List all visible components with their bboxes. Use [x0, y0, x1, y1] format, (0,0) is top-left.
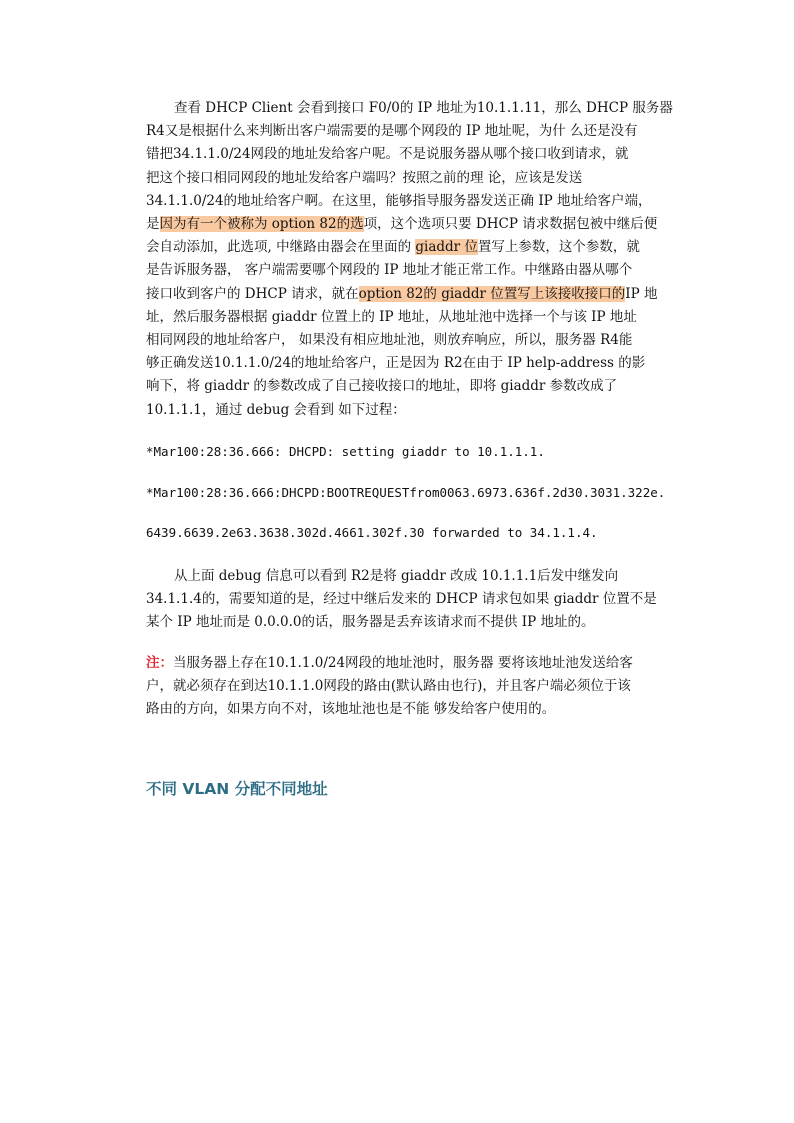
text-fragment: 接口收到客户的 DHCP 请求，就在: [146, 285, 359, 302]
note-label: 注：: [146, 655, 173, 671]
text-line: 相同网段的地址给客户， 如果没有相应地址池，则放弃响应，所以，服务器 R4能: [146, 332, 633, 349]
text-line: 址，然后服务器根据 giaddr 位置上的 IP 地址，从地址池中选择一个与该 IP 地址: [146, 308, 637, 325]
highlighted-text: giaddr 位: [415, 239, 478, 256]
text-line: R4又是根据什么来判断出客户端需要的是哪个网段的 IP 地址呢，为什 么还是没有: [146, 123, 638, 140]
text-fragment: IP 地: [625, 285, 658, 302]
text-line: [146, 236, 654, 259]
paragraph-debug-explanation: [146, 565, 657, 635]
text-fragment: 置写上参数，这个参数，就: [477, 239, 640, 256]
text-line: 路由的方向，如果方向不对，该地址池也是不能 够发给客户使用的。: [146, 701, 556, 718]
paragraph-dhcp-explanation: [146, 97, 673, 422]
highlighted-text: option 82的 giaddr 位置写上该接收接口的: [358, 285, 626, 302]
text-line: 是告诉服务器， 客户端需要哪个网段的 IP 地址才能正常工作。中继路由器从哪个: [146, 262, 633, 279]
text-fragment: 当服务器上存在10.1.1.0/24网段的地址池时，服务器 要将该地址池发送给客: [173, 655, 633, 671]
text-line: 够正确发送10.1.1.0/24的地址给客户，正是因为 R2在由于 IP help-address 的影: [146, 355, 646, 372]
debug-line: 6439.6639.2e63.3638.302d.4661.302f.30 forwarded to 34.1.1.4.: [146, 525, 598, 540]
text-fragment: 会自动添加，此选项, 中继路由器会在里面的: [146, 239, 416, 256]
text-line: [146, 283, 658, 306]
text-line: 某个 IP 地址而是 0.0.0.0的话，服务器是丢弃该请求而不提供 IP 地址的。: [146, 614, 595, 631]
text-line: 户，就必须存在到达10.1.1.0网段的路由(默认路由也行)，并且客户端必须位于该: [146, 678, 631, 695]
text-line: [146, 652, 654, 675]
debug-line: *Mar100:28:36.666:DHCPD:BOOTREQUESTfrom0063.6973.636f.2d30.3031.322e.: [146, 485, 666, 500]
section-heading: 不同 VLAN 分配不同地址: [146, 780, 328, 798]
note-paragraph: [146, 652, 654, 722]
text-fragment: 是: [146, 216, 160, 233]
text-line: 从上面 debug 信息可以看到 R2是将 giaddr 改成 10.1.1.1后发中继发向: [174, 568, 619, 584]
text-line: 响下，将 giaddr 的参数改成了自己接收接口的地址，即将 giaddr 参数改成了: [146, 378, 618, 395]
highlighted-text: 因为有一个被称为 option 82的选: [159, 216, 364, 233]
text-line: 34.1.1.4的，需要知道的是，经过中继后发来的 DHCP 请求包如果 giaddr 位置不是: [146, 591, 657, 608]
text-line: 34.1.1.0/24的地址给客户啊。在这里，能够指导服务器发送正确 IP 地址给客户端，: [146, 192, 652, 209]
text-line: 错把34.1.1.0/24网段的地址发给客户呢。不是说服务器从哪个接口收到请求，就: [146, 146, 629, 163]
text-line: 10.1.1.1，通过 debug 会看到 如下过程：: [146, 401, 406, 418]
text-line: 查看 DHCP Client 会看到接口 F0/0的 IP 地址为10.1.1.11，那么 DHCP 服务器: [174, 100, 673, 116]
text-line: 把这个接口相同网段的地址发给客户端吗？按照之前的理 论，应该是发送: [146, 169, 583, 186]
debug-line: *Mar100:28:36.666: DHCPD: setting giaddr to 10.1.1.1.: [146, 444, 545, 459]
text-line: [146, 213, 658, 236]
text-fragment: 项，这个选项只要 DHCP 请求数据包被中继后便: [363, 216, 658, 233]
